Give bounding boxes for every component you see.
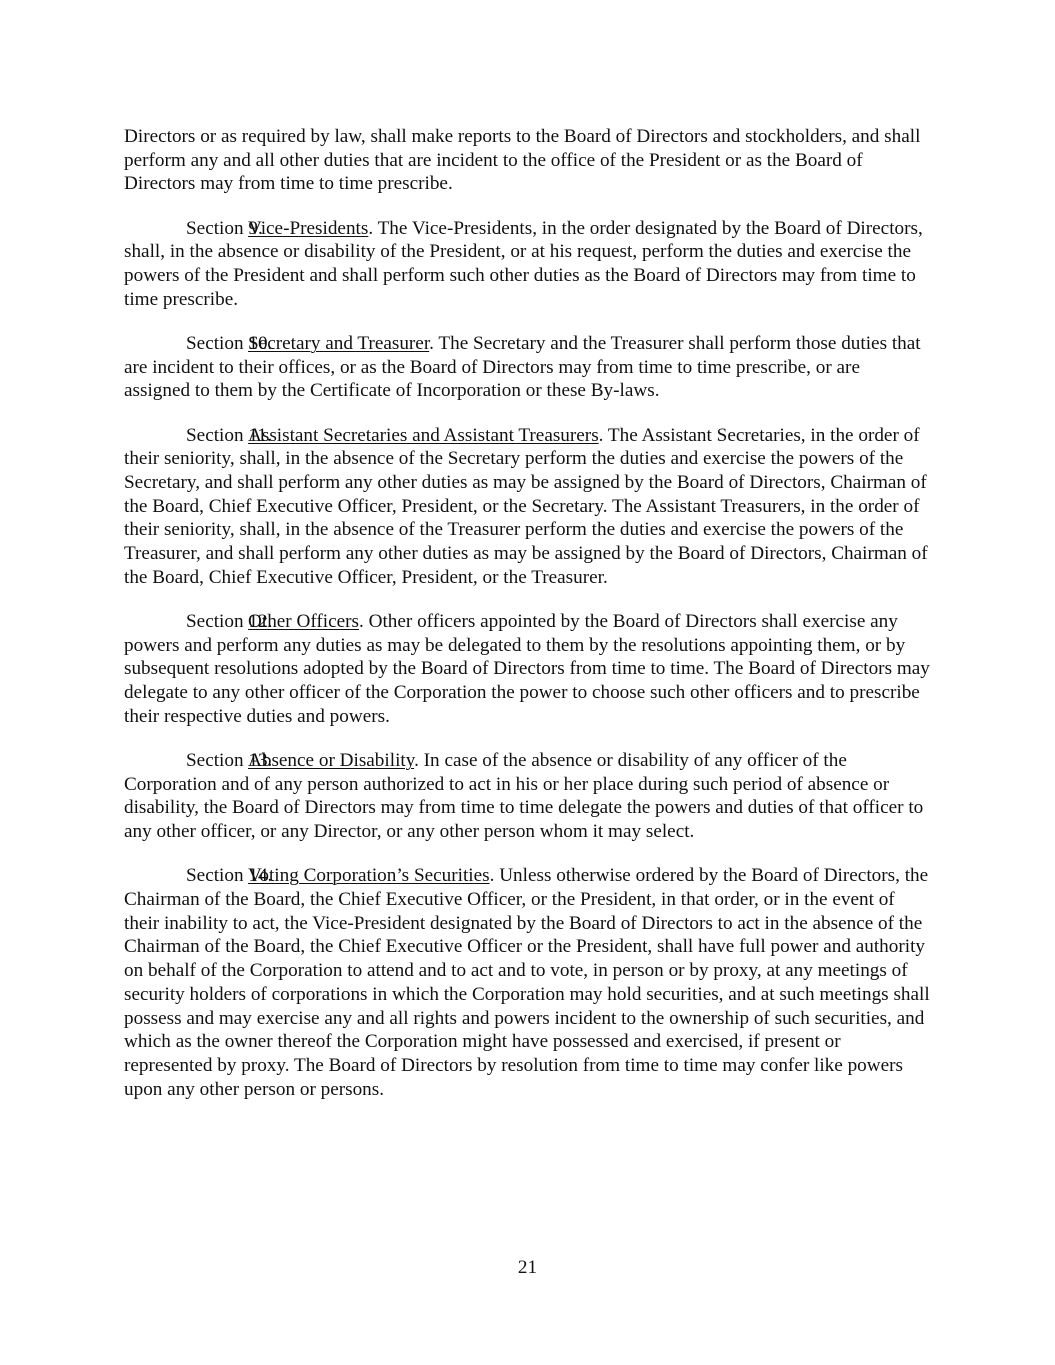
section-13-body: . In case of the absence or disability of any officer of the Corporation and of any person authorized to act in his or her place during such period of absence or disability, the Board of Directors may from time to time delegate the powers and duties of that officer to any other officer, or any Director, or any other person whom it may select.	[124, 749, 924, 843]
section-12-number: Section 12.	[186, 610, 273, 632]
page-number: 21	[517, 1257, 538, 1278]
section-11-title: Assistant Secretaries and Assistant Treasurers	[248, 424, 599, 446]
section-12-title: Other Officers	[248, 610, 359, 632]
section-11-number: Section 11.	[186, 424, 272, 446]
section-10-title: Secretary and Treasurer	[248, 332, 430, 354]
section-9-paragraph	[124, 217, 930, 312]
section-10-paragraph	[124, 332, 930, 403]
section-9-body: . The Vice-Presidents, in the order designated by the Board of Directors, shall, in the absence or disability of the President, or at his request, perform the duties and exercise the powers of the President and shall perform such other duties as the Board of Directors may from time to time prescribe.	[124, 217, 923, 310]
section-13-number: Section 13.	[186, 749, 273, 771]
section-10-number: Section 10.	[186, 332, 273, 354]
section-14-number: Section 14.	[186, 865, 273, 887]
section-12-body: . Other officers appointed by the Board of Directors shall exercise any powers and perform any duties as may be delegated to them by the resolutions appointing them, or by subsequent resolutions adopted by the Board of Directors from time to time. The Board of Directors may delegate to any other officer of the Corporation the power to choose such other officers and to prescribe their respective duties and powers.	[124, 610, 930, 727]
section-11-paragraph	[124, 424, 930, 590]
section-11-body: . The Assistant Secretaries, in the order of their seniority, shall, in the absence of the Secretary perform the duties and exercise the powers of the Secretary, and shall perform any other duties as may be assigned by the Board of Directors, Chairman of the Board, Chief Executive Officer, President, or the Secretary. The Assistant Treasurers, in the order of their seniority, shall, in the absence of the Treasurer perform the duties and exercise the powers of the Treasurer, and shall perform any other duties as may be assigned by the Board of Directors, Chairman of the Board, Chief Executive Officer, President, or the Treasurer.	[124, 424, 928, 588]
section-9-number: Section 9.	[186, 217, 263, 239]
section-14-title: Voting Corporation’s Securities	[248, 865, 490, 887]
section-13-paragraph	[124, 749, 930, 844]
section-10-body: . The Secretary and the Treasurer shall perform those duties that are incident to their offices, or as the Board of Directors may from time to time prescribe, or are assigned to them by the Certificate of Incorporation or these By-laws.	[124, 332, 921, 402]
document-page	[124, 125, 930, 1122]
section-13-title: Absence or Disability	[248, 749, 415, 771]
section-9-title: Vice-Presidents	[248, 217, 369, 239]
section-14-paragraph	[124, 864, 930, 1101]
intro-paragraph: Directors or as required by law, shall make reports to the Board of Directors and stockholders, and shall perform any and all other duties that are incident to the office of the President or as the Board of Directors may from time to time prescribe.	[124, 126, 921, 195]
section-12-paragraph	[124, 610, 930, 729]
section-14-body: . Unless otherwise ordered by the Board of Directors, the Chairman of the Board, the Chief Executive Officer, or the President, in that order, or in the event of their inability to act, the Vice-President designated by the Board of Directors to act in the absence of the Chairman of the Board, the Chief Executive Officer or the President, shall have full power and authority on behalf of the Corporation to attend and to act and to vote, in person or by proxy, at any meetings of security holders of corporations in which the Corporation may hold securities, and at such meetings shall possess and may exercise any and all rights and powers incident to the ownership of such securities, and which as the owner thereof the Corporation might have possessed and exercised, if present or represented by proxy. The Board of Directors by resolution from time to time may confer like powers upon any other person or persons.	[124, 865, 930, 1100]
